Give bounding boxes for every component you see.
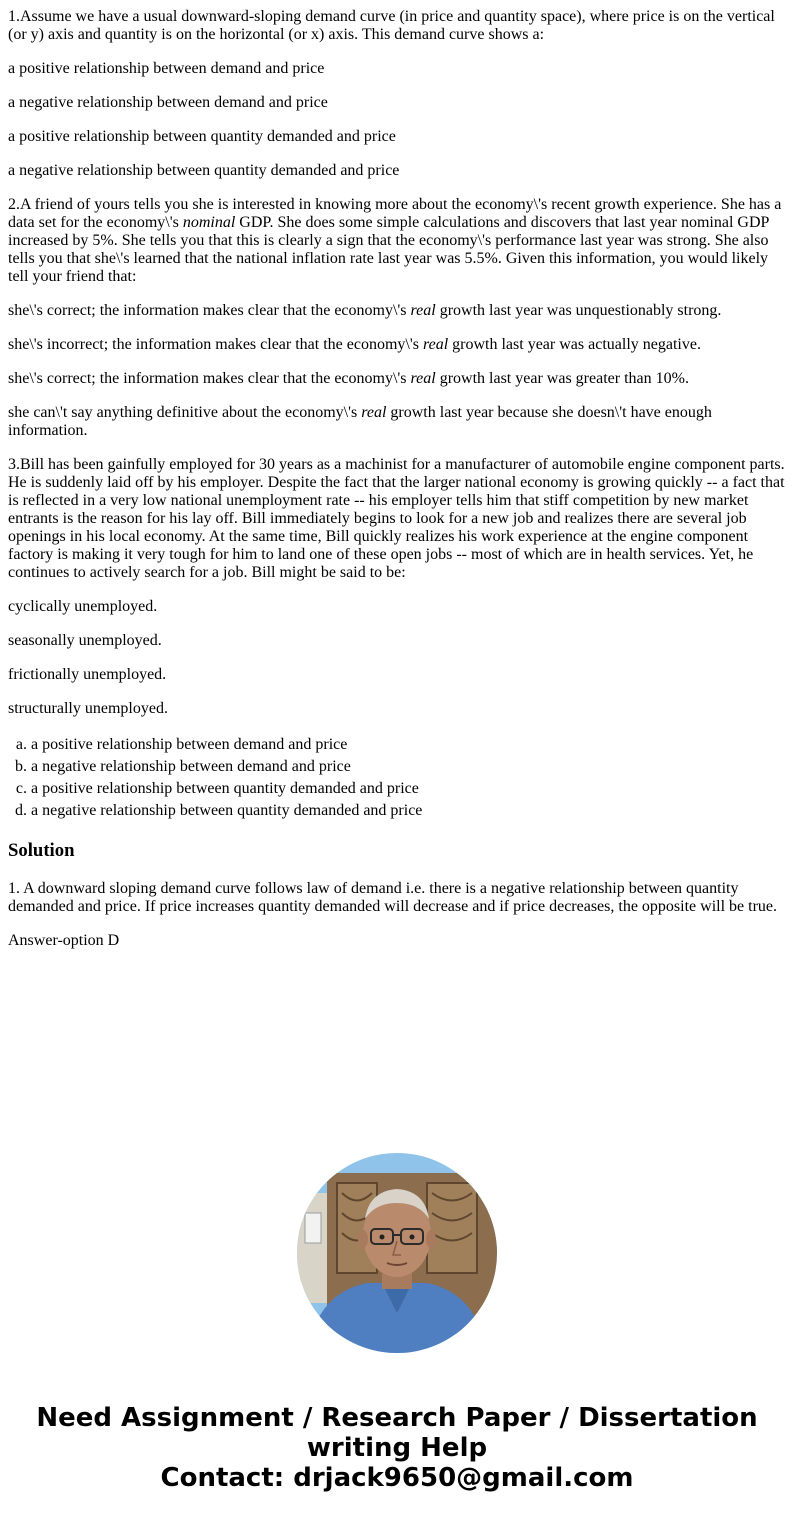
question-1-option-d: a negative relationship between quantity demanded and price <box>8 162 400 179</box>
banner-line-2: writing Help <box>306 1433 488 1463</box>
banner-line-1: Need Assignment / Research Paper / Dissertation <box>36 1403 758 1433</box>
question-3-stem: 3.Bill has been gainfully employed for 30 years as a machinist for a manufacturer of automobile engine component parts. He is suddenly laid off by his employer. Despite the fact that the larger national economy is growing quickly -- a fact that is reflected in a very low national unemployment rate -- his employer tells him that stiff competition by new market entrants is the reason for his lay off. Bill immediately begins to look for a new job and realizes there are several job openings in his local economy. At the same time, Bill quickly realizes his work experience at the engine component factory is making it very tough for him to land one of these open jobs -- most of which are in health services. Yet, he continues to actively search for a job. Bill might be said to be: <box>8 456 785 581</box>
option-italic: real <box>361 404 387 421</box>
option-text: growth last year because she doesn\'t have enough information. <box>8 404 712 439</box>
answer-options-list <box>8 734 786 822</box>
option-text: growth last year was greater than 10%. <box>435 370 689 387</box>
contact-banner <box>0 1403 794 1493</box>
solution-answer: Answer-option D <box>8 932 120 949</box>
option-text: growth last year was unquestionably strong. <box>435 302 722 319</box>
option-text: growth last year was actually negative. <box>448 336 701 353</box>
option-italic: real <box>410 370 436 387</box>
solution-text: 1. A downward sloping demand curve follows law of demand i.e. there is a negative relationship between quantity demanded and price. If price increases quantity demanded will decrease and if price decreases, the opposite will be true. <box>8 880 778 915</box>
question-1-stem: 1.Assume we have a usual downward-sloping demand curve (in price and quantity space), where price is on the vertical (or y) axis and quantity is on the horizontal (or x) axis. This demand curve shows a: <box>8 8 775 43</box>
portrait-image <box>297 1153 497 1353</box>
list-item: c. a positive relationship between quantity demanded and price <box>31 778 786 800</box>
option-text: she can\'t say anything definitive about the economy\'s <box>8 404 362 421</box>
question-3-option-c: frictionally unemployed. <box>8 666 167 683</box>
list-item: a. a positive relationship between demand and price <box>31 734 786 756</box>
question-3-option-a: cyclically unemployed. <box>8 598 158 615</box>
option-italic: real <box>422 336 449 353</box>
option-italic: real <box>410 302 436 319</box>
question-2-option-d <box>8 404 786 440</box>
question-1-option-a: a positive relationship between demand and price <box>8 60 325 77</box>
question-2-stem <box>8 196 786 286</box>
question-1-option-b: a negative relationship between demand and price <box>8 94 328 111</box>
question-2-stem-part2: GDP. She does some simple calculations and discovers that last year nominal GDP increased by 5%. She tells you that this is clearly a sign that the economy\'s performance last year was strong. She also tells you that she\'s learned that the national inflation rate last year was 5.5%. Given this information, you would likely tell your friend that: <box>8 214 769 285</box>
list-item: b. a negative relationship between demand and price <box>31 756 786 778</box>
question-2-option-b <box>8 336 786 354</box>
list-item: d. a negative relationship between quantity demanded and price <box>31 800 786 822</box>
question-2-option-c <box>8 370 786 388</box>
question-2-stem-part1: 2.A friend of yours tells you she is interested in knowing more about the economy\'s recent growth experience. She has a data set for the economy\'s <box>8 196 782 231</box>
solution-heading: Solution <box>8 840 75 861</box>
question-1-option-c: a positive relationship between quantity demanded and price <box>8 128 396 145</box>
question-2-option-a <box>8 302 786 320</box>
option-text: she\'s incorrect; the information makes clear that the economy\'s <box>8 336 423 353</box>
question-3-option-d: structurally unemployed. <box>8 700 168 717</box>
option-text: she\'s correct; the information makes clear that the economy\'s <box>8 370 411 387</box>
question-2-stem-italic: nominal <box>182 214 236 231</box>
option-text: she\'s correct; the information makes clear that the economy\'s <box>8 302 411 319</box>
question-3-option-b: seasonally unemployed. <box>8 632 162 649</box>
author-photo <box>297 1153 497 1353</box>
banner-contact-line: Contact: drjack9650@gmail.com <box>160 1463 634 1493</box>
